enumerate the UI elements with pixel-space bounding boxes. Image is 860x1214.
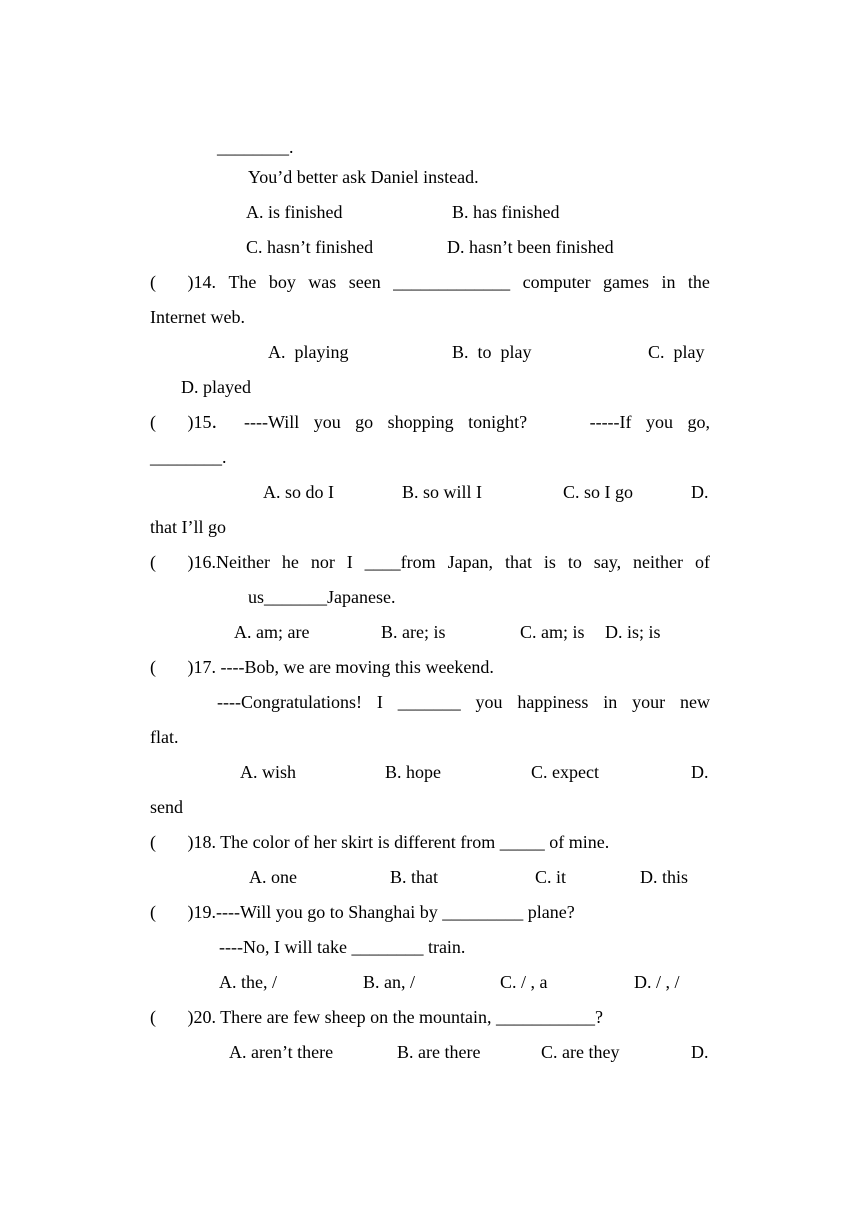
q16-stem [150, 549, 710, 575]
q17-answer-blank: _______ [397, 692, 461, 712]
q14-word: in [661, 272, 676, 292]
q15-answer-blank: ________. [150, 447, 227, 467]
q18-stem: ( )18. The color of her skirt is different from _____ of mine. [150, 832, 610, 852]
q16-word: that [504, 552, 532, 572]
q15-word: you [313, 412, 341, 432]
q15-option-d-cont: that I’ll go [150, 517, 226, 537]
q15-word: ----Will [243, 412, 300, 432]
q14-word: computer [522, 272, 591, 292]
q20-option-a: A. aren’t there [229, 1042, 334, 1062]
q18-option-c: C. it [535, 867, 567, 887]
q14-option-b: B. to play [452, 342, 532, 362]
q14-word: the [687, 272, 710, 292]
q16-word: of [694, 552, 710, 572]
q19-stem: ( )19.----Will you go to Shanghai by _________ plane? [150, 902, 575, 922]
q18-option-a: A. one [249, 867, 297, 887]
q15-option-a: A. so do I [263, 482, 334, 502]
q13-option-a: A. is finished [246, 202, 343, 222]
q13-reply: You’d better ask Daniel instead. [248, 167, 479, 187]
q15-number: ( )15． [150, 412, 230, 432]
q19-option-d: D. / , / [634, 972, 680, 992]
q16-word: is [543, 552, 556, 572]
q14-number: ( )14. [150, 272, 216, 292]
q20-option-d: D. [691, 1042, 709, 1062]
q15-word: shopping [387, 412, 454, 432]
q17-option-d: D. [691, 762, 709, 782]
q13-option-b: B. has finished [452, 202, 560, 222]
q17-word: you [475, 692, 503, 712]
q17-word: your [632, 692, 666, 712]
q14-word: The [228, 272, 257, 292]
q17-word: new [680, 692, 710, 712]
q16-word: nor [310, 552, 335, 572]
q17-word: ----Congratulations! [217, 692, 362, 712]
q17-option-b: B. hope [385, 762, 441, 782]
q14-word: boy [268, 272, 296, 292]
q16-word: I [346, 552, 353, 572]
q18-option-d: D. this [640, 867, 689, 887]
q15-word: -----If [589, 412, 632, 432]
q14-stem [150, 269, 710, 295]
q17-reply [217, 689, 710, 715]
q13-option-c: C. hasn’t finished [246, 237, 374, 257]
q17-word: happiness [517, 692, 589, 712]
q17-word: in [603, 692, 618, 712]
q19-reply: ----No, I will take ________ train. [219, 937, 466, 957]
q14-word: seen [348, 272, 381, 292]
q15-option-c: C. so I go [563, 482, 634, 502]
q16-option-c: C. am; is [520, 622, 585, 642]
q16-word: to [567, 552, 582, 572]
q15-word: go, [687, 412, 710, 432]
q15-option-d: D. [691, 482, 709, 502]
q16-word: Japan, [447, 552, 494, 572]
q14-word: was [308, 272, 337, 292]
q15-option-b: B. so will I [402, 482, 483, 502]
q14-word: games [603, 272, 649, 292]
q16-word: neither [633, 552, 684, 572]
q15-word: tonight? [468, 412, 528, 432]
q16-word: say, [593, 552, 622, 572]
q14-option-d: D. played [181, 377, 251, 397]
q14-answer-blank: _____________ [393, 272, 511, 292]
q20-option-b: B. are there [397, 1042, 481, 1062]
q19-option-c: C. / , a [500, 972, 548, 992]
q15-stem [150, 409, 710, 435]
q16-answer-blank: ____from [364, 552, 436, 572]
q15-word: go [355, 412, 374, 432]
q16-stem-cont: us_______Japanese. [248, 587, 396, 607]
q16-option-b: B. are; is [381, 622, 446, 642]
q16-word: he [281, 552, 299, 572]
q16-option-d: D. is; is [605, 622, 661, 642]
q16-number: ( )16.Neither [150, 552, 270, 572]
q19-option-a: A. the, / [219, 972, 277, 992]
q20-option-c: C. are they [541, 1042, 620, 1062]
q19-option-b: B. an, / [363, 972, 415, 992]
q17-option-d-cont: send [150, 797, 183, 817]
q17-stem: ( )17. ----Bob, we are moving this weekend. [150, 657, 494, 677]
q14-option-c: C. play [648, 342, 705, 362]
q20-stem: ( )20. There are few sheep on the mountain, ___________? [150, 1007, 604, 1027]
q16-option-a: A. am; are [234, 622, 310, 642]
q17-word: I [376, 692, 383, 712]
q13-option-d: D. hasn’t been finished [447, 237, 614, 257]
q18-option-b: B. that [390, 867, 438, 887]
q13-blank: ________. [217, 137, 294, 157]
q14-stem-cont: Internet web. [150, 307, 245, 327]
q15-word: you [646, 412, 674, 432]
q14-option-a: A. playing [268, 342, 349, 362]
q17-option-a: A. wish [240, 762, 297, 782]
q17-reply-cont: flat. [150, 727, 179, 747]
q17-option-c: C. expect [531, 762, 599, 782]
